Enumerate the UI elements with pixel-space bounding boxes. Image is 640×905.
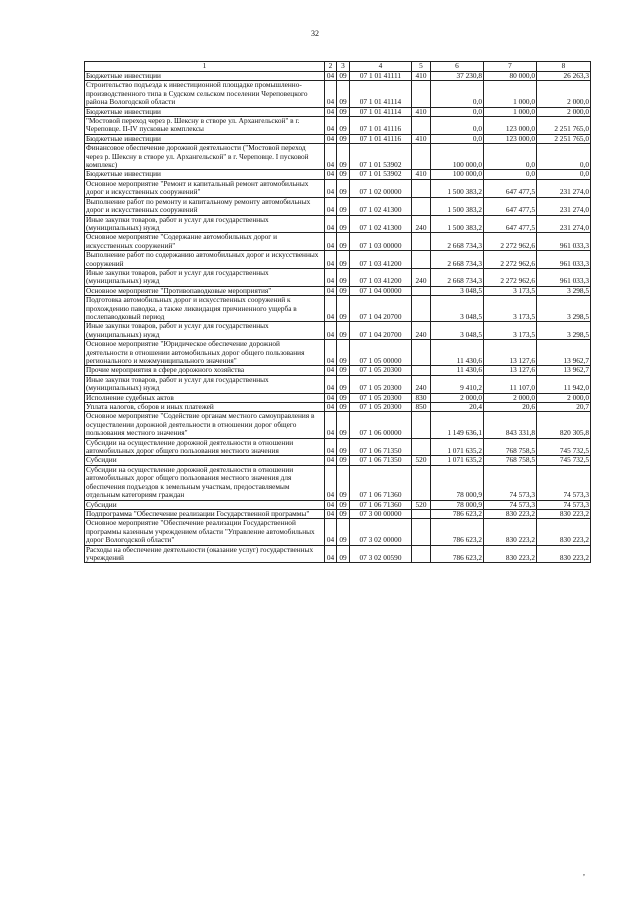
- table-row: [85, 465, 591, 500]
- table-row: [85, 286, 591, 295]
- section-code-cell: 04: [325, 179, 337, 197]
- amount-col8-cell: 26 263,3: [537, 72, 591, 81]
- amount-col6-cell: 1 149 636,1: [431, 412, 484, 438]
- expense-type-cell: 520: [412, 500, 431, 509]
- expense-type-cell: [412, 340, 431, 366]
- subsection-code-cell: 09: [337, 375, 350, 393]
- target-article-cell: 07 1 02 41300: [350, 215, 412, 233]
- target-article-cell: 07 1 04 20700: [350, 296, 412, 322]
- target-article-cell: 07 1 01 41114: [350, 81, 412, 107]
- subsection-code-cell: 09: [337, 366, 350, 375]
- table-row: [85, 500, 591, 509]
- amount-col6-cell: 3 048,5: [431, 322, 484, 340]
- expense-type-cell: [412, 296, 431, 322]
- amount-col6-cell: 78 000,9: [431, 500, 484, 509]
- section-code-cell: 04: [325, 509, 337, 518]
- subsection-code-cell: 09: [337, 438, 350, 456]
- section-code-cell: 04: [325, 456, 337, 465]
- header-cell: 1: [85, 62, 325, 72]
- target-article-cell: 07 1 04 00000: [350, 286, 412, 295]
- subsection-code-cell: 09: [337, 81, 350, 107]
- row-name-cell: Бюджетные инвестиции: [85, 72, 325, 81]
- amount-col6-cell: 3 048,5: [431, 286, 484, 295]
- expense-type-cell: [412, 179, 431, 197]
- target-article-cell: 07 1 05 20300: [350, 393, 412, 402]
- amount-col8-cell: 2 000,0: [537, 107, 591, 116]
- target-article-cell: 07 1 01 41111: [350, 72, 412, 81]
- section-code-cell: 04: [325, 144, 337, 170]
- amount-col6-cell: 2 668 734,3: [431, 233, 484, 251]
- row-name-cell: Основное мероприятие "Юридическое обеспечение дорожной деятельности в отношении автомобильных дорог общего пользования регионального и межмуниципального значения": [85, 340, 325, 366]
- amount-col8-cell: 961 033,3: [537, 251, 591, 269]
- row-name-cell: Субсидии на осуществление дорожной деятельности в отношении автомобильных дорог общего пользования местного значения: [85, 438, 325, 456]
- table-row: [85, 170, 591, 179]
- target-article-cell: 07 1 04 20700: [350, 322, 412, 340]
- amount-col7-cell: 123 000,0: [484, 134, 537, 143]
- amount-col6-cell: 20,4: [431, 403, 484, 412]
- table-row: [85, 340, 591, 366]
- section-code-cell: 04: [325, 268, 337, 286]
- amount-col8-cell: 3 298,5: [537, 322, 591, 340]
- subsection-code-cell: 09: [337, 117, 350, 135]
- amount-col6-cell: 11 430,6: [431, 366, 484, 375]
- section-code-cell: 04: [325, 393, 337, 402]
- target-article-cell: 07 1 05 00000: [350, 340, 412, 366]
- expense-type-cell: 240: [412, 215, 431, 233]
- target-article-cell: 07 1 03 41200: [350, 268, 412, 286]
- amount-col7-cell: 2 000,0: [484, 393, 537, 402]
- subsection-code-cell: 09: [337, 268, 350, 286]
- amount-col6-cell: 1 071 635,2: [431, 438, 484, 456]
- amount-col7-cell: 647 477,5: [484, 215, 537, 233]
- table-row: [85, 107, 591, 116]
- amount-col8-cell: 2 000,0: [537, 81, 591, 107]
- row-name-cell: Основное мероприятие "Ремонт и капитальный ремонт автомобильных дорог и искусственных сооружений": [85, 179, 325, 197]
- table-row: [85, 144, 591, 170]
- row-name-cell: Финансовое обеспечение дорожной деятельности ("Мостовой переход через р. Шексну в створе ул. Архангельской" в г. Череповце. I пусковой комплекс): [85, 144, 325, 170]
- target-article-cell: 07 1 05 20300: [350, 366, 412, 375]
- amount-col6-cell: 1 500 383,2: [431, 215, 484, 233]
- amount-col6-cell: 0,0: [431, 107, 484, 116]
- amount-col7-cell: 11 107,0: [484, 375, 537, 393]
- amount-col8-cell: 745 732,5: [537, 456, 591, 465]
- table-body: [85, 72, 591, 563]
- target-article-cell: 07 1 01 53902: [350, 170, 412, 179]
- expense-type-cell: 240: [412, 322, 431, 340]
- section-code-cell: 04: [325, 215, 337, 233]
- table-row: [85, 403, 591, 412]
- subsection-code-cell: 09: [337, 107, 350, 116]
- amount-col7-cell: 0,0: [484, 170, 537, 179]
- target-article-cell: 07 1 03 00000: [350, 233, 412, 251]
- section-code-cell: 04: [325, 197, 337, 215]
- amount-col7-cell: 768 758,5: [484, 438, 537, 456]
- row-name-cell: Исполнение судебных актов: [85, 393, 325, 402]
- budget-table: [84, 61, 591, 563]
- target-article-cell: 07 1 06 71360: [350, 500, 412, 509]
- expense-type-cell: 410: [412, 72, 431, 81]
- subsection-code-cell: 09: [337, 500, 350, 509]
- target-article-cell: 07 3 02 00000: [350, 519, 412, 545]
- expense-type-cell: 240: [412, 375, 431, 393]
- subsection-code-cell: 09: [337, 197, 350, 215]
- row-name-cell: Прочие мероприятия в сфере дорожного хозяйства: [85, 366, 325, 375]
- amount-col6-cell: 1 500 383,2: [431, 179, 484, 197]
- section-code-cell: 04: [325, 170, 337, 179]
- table-row: [85, 215, 591, 233]
- target-article-cell: 07 1 06 71350: [350, 438, 412, 456]
- amount-col6-cell: 0,0: [431, 81, 484, 107]
- amount-col7-cell: 830 223,2: [484, 545, 537, 563]
- expense-type-cell: [412, 366, 431, 375]
- row-name-cell: Подготовка автомобильных дорог и искусственных сооружений к прохождению паводка, а также ликвидация причиненного ущерба в послепаводковый период: [85, 296, 325, 322]
- amount-col8-cell: 231 274,0: [537, 215, 591, 233]
- table-row: [85, 268, 591, 286]
- expense-type-cell: 410: [412, 170, 431, 179]
- section-code-cell: 04: [325, 251, 337, 269]
- table-header-row: [85, 62, 591, 72]
- section-code-cell: 04: [325, 465, 337, 500]
- target-article-cell: 07 3 00 00000: [350, 509, 412, 518]
- page-number: 32: [311, 29, 319, 38]
- amount-col8-cell: 0,0: [537, 170, 591, 179]
- amount-col7-cell: 843 331,8: [484, 412, 537, 438]
- subsection-code-cell: 09: [337, 519, 350, 545]
- target-article-cell: 07 1 06 71360: [350, 465, 412, 500]
- amount-col8-cell: 13 962,7: [537, 366, 591, 375]
- amount-col8-cell: 830 223,2: [537, 519, 591, 545]
- table-row: [85, 197, 591, 215]
- amount-col8-cell: 745 732,5: [537, 438, 591, 456]
- row-name-cell: Расходы на обеспечение деятельности (оказание услуг) государственных учреждений: [85, 545, 325, 563]
- row-name-cell: Иные закупки товаров, работ и услуг для государственных (муниципальных) нужд: [85, 322, 325, 340]
- amount-col7-cell: 2 272 962,6: [484, 233, 537, 251]
- amount-col7-cell: 2 272 962,6: [484, 268, 537, 286]
- amount-col7-cell: 74 573,3: [484, 465, 537, 500]
- row-name-cell: Строительство подъезда к инвестиционной площадке промышленно-производственного типа в Судском сельском поселении Череповецкого района Вологодской области: [85, 81, 325, 107]
- section-code-cell: 04: [325, 286, 337, 295]
- subsection-code-cell: 09: [337, 322, 350, 340]
- expense-type-cell: [412, 465, 431, 500]
- amount-col6-cell: 100 000,0: [431, 144, 484, 170]
- amount-col8-cell: 231 274,0: [537, 179, 591, 197]
- amount-col8-cell: 3 298,5: [537, 286, 591, 295]
- target-article-cell: 07 1 02 41300: [350, 197, 412, 215]
- row-name-cell: Выполнение работ по ремонту и капитальному ремонту автомобильных дорог и искусственных сооружений: [85, 197, 325, 215]
- row-name-cell: Основное мероприятие "Противопаводковые мероприятия": [85, 286, 325, 295]
- amount-col8-cell: 231 274,0: [537, 197, 591, 215]
- target-article-cell: 07 1 05 20300: [350, 403, 412, 412]
- table-row: [85, 179, 591, 197]
- amount-col7-cell: 13 127,6: [484, 366, 537, 375]
- expense-type-cell: [412, 251, 431, 269]
- expense-type-cell: [412, 438, 431, 456]
- header-cell: 3: [337, 62, 350, 72]
- amount-col6-cell: 2 668 734,3: [431, 251, 484, 269]
- amount-col7-cell: 20,6: [484, 403, 537, 412]
- table-row: [85, 72, 591, 81]
- subsection-code-cell: 09: [337, 393, 350, 402]
- table-row: [85, 322, 591, 340]
- amount-col7-cell: 647 477,5: [484, 197, 537, 215]
- target-article-cell: 07 3 02 00590: [350, 545, 412, 563]
- amount-col7-cell: 830 223,2: [484, 519, 537, 545]
- header-cell: 5: [412, 62, 431, 72]
- expense-type-cell: 410: [412, 107, 431, 116]
- expense-type-cell: [412, 117, 431, 135]
- table-row: [85, 81, 591, 107]
- subsection-code-cell: 09: [337, 233, 350, 251]
- target-article-cell: 07 1 06 71350: [350, 456, 412, 465]
- table-row: [85, 366, 591, 375]
- row-name-cell: Бюджетные инвестиции: [85, 134, 325, 143]
- amount-col6-cell: 1 500 383,2: [431, 197, 484, 215]
- section-code-cell: 04: [325, 81, 337, 107]
- header-cell: 4: [350, 62, 412, 72]
- section-code-cell: 04: [325, 233, 337, 251]
- amount-col8-cell: 74 573,3: [537, 500, 591, 509]
- target-article-cell: 07 1 05 20300: [350, 375, 412, 393]
- subsection-code-cell: 09: [337, 286, 350, 295]
- amount-col7-cell: 3 173,5: [484, 286, 537, 295]
- subsection-code-cell: 09: [337, 296, 350, 322]
- subsection-code-cell: 09: [337, 170, 350, 179]
- amount-col6-cell: 0,0: [431, 117, 484, 135]
- header-cell: 6: [431, 62, 484, 72]
- expense-type-cell: [412, 412, 431, 438]
- expense-type-cell: [412, 509, 431, 518]
- amount-col8-cell: 830 223,2: [537, 545, 591, 563]
- row-name-cell: Основное мероприятие "Обеспечение реализации Государственной программы казенным учреждением области "Управление автомобильных дорог Вологодской области": [85, 519, 325, 545]
- row-name-cell: Иные закупки товаров, работ и услуг для государственных (муниципальных) нужд: [85, 375, 325, 393]
- amount-col6-cell: 11 430,6: [431, 340, 484, 366]
- row-name-cell: Уплата налогов, сборов и иных платежей: [85, 403, 325, 412]
- header-cell: 8: [537, 62, 591, 72]
- amount-col6-cell: 78 000,9: [431, 465, 484, 500]
- amount-col7-cell: 3 173,5: [484, 322, 537, 340]
- amount-col6-cell: 786 623,2: [431, 519, 484, 545]
- expense-type-cell: [412, 144, 431, 170]
- table-row: [85, 545, 591, 563]
- section-code-cell: 04: [325, 375, 337, 393]
- subsection-code-cell: 09: [337, 509, 350, 518]
- table-row: [85, 509, 591, 518]
- header-cell: 7: [484, 62, 537, 72]
- expense-type-cell: [412, 545, 431, 563]
- section-code-cell: 04: [325, 500, 337, 509]
- row-name-cell: Выполнение работ по содержанию автомобильных дорог и искусственных сооружений: [85, 251, 325, 269]
- target-article-cell: 07 1 01 41116: [350, 117, 412, 135]
- table-row: [85, 519, 591, 545]
- amount-col7-cell: 768 758,5: [484, 456, 537, 465]
- table-row: [85, 393, 591, 402]
- target-article-cell: 07 1 02 00000: [350, 179, 412, 197]
- section-code-cell: 04: [325, 545, 337, 563]
- table-row: [85, 233, 591, 251]
- amount-col8-cell: 830 223,2: [537, 509, 591, 518]
- section-code-cell: 04: [325, 296, 337, 322]
- target-article-cell: 07 1 06 00000: [350, 412, 412, 438]
- expense-type-cell: 830: [412, 393, 431, 402]
- row-name-cell: Субсидии: [85, 456, 325, 465]
- scan-mark: ,: [583, 868, 585, 877]
- row-name-cell: Основное мероприятие "Содействие органам местного самоуправления в осуществлении дорожной деятельности в отношении дорог общего пользования местного значения": [85, 412, 325, 438]
- subsection-code-cell: 09: [337, 456, 350, 465]
- row-name-cell: Субсидии: [85, 500, 325, 509]
- expense-type-cell: [412, 233, 431, 251]
- amount-col6-cell: 2 000,0: [431, 393, 484, 402]
- amount-col7-cell: 1 000,0: [484, 81, 537, 107]
- amount-col6-cell: 2 668 734,3: [431, 268, 484, 286]
- amount-col6-cell: 0,0: [431, 134, 484, 143]
- section-code-cell: 04: [325, 322, 337, 340]
- amount-col6-cell: 37 230,8: [431, 72, 484, 81]
- section-code-cell: 04: [325, 117, 337, 135]
- table-row: [85, 412, 591, 438]
- section-code-cell: 04: [325, 107, 337, 116]
- row-name-cell: Основное мероприятие "Содержание автомобильных дорог и искусственных сооружений": [85, 233, 325, 251]
- subsection-code-cell: 09: [337, 144, 350, 170]
- amount-col8-cell: 961 033,3: [537, 233, 591, 251]
- section-code-cell: 04: [325, 412, 337, 438]
- subsection-code-cell: 09: [337, 251, 350, 269]
- amount-col7-cell: 830 223,2: [484, 509, 537, 518]
- row-name-cell: Иные закупки товаров, работ и услуг для государственных (муниципальных) нужд: [85, 215, 325, 233]
- subsection-code-cell: 09: [337, 545, 350, 563]
- expense-type-cell: 240: [412, 268, 431, 286]
- subsection-code-cell: 09: [337, 465, 350, 500]
- expense-type-cell: 850: [412, 403, 431, 412]
- header-cell: 2: [325, 62, 337, 72]
- row-name-cell: Бюджетные инвестиции: [85, 170, 325, 179]
- subsection-code-cell: 09: [337, 412, 350, 438]
- subsection-code-cell: 09: [337, 340, 350, 366]
- amount-col7-cell: 647 477,5: [484, 179, 537, 197]
- amount-col7-cell: 80 000,0: [484, 72, 537, 81]
- section-code-cell: 04: [325, 438, 337, 456]
- expense-type-cell: 520: [412, 456, 431, 465]
- row-name-cell: Иные закупки товаров, работ и услуг для государственных (муниципальных) нужд: [85, 268, 325, 286]
- amount-col8-cell: 2 000,0: [537, 393, 591, 402]
- subsection-code-cell: 09: [337, 72, 350, 81]
- amount-col8-cell: 11 942,0: [537, 375, 591, 393]
- expense-type-cell: [412, 286, 431, 295]
- expense-type-cell: [412, 81, 431, 107]
- amount-col7-cell: 1 000,0: [484, 107, 537, 116]
- amount-col7-cell: 123 000,0: [484, 117, 537, 135]
- expense-type-cell: 410: [412, 134, 431, 143]
- amount-col6-cell: 3 048,5: [431, 296, 484, 322]
- section-code-cell: 04: [325, 366, 337, 375]
- section-code-cell: 04: [325, 134, 337, 143]
- table-row: [85, 251, 591, 269]
- amount-col6-cell: 100 000,0: [431, 170, 484, 179]
- section-code-cell: 04: [325, 72, 337, 81]
- amount-col7-cell: 74 573,3: [484, 500, 537, 509]
- subsection-code-cell: 09: [337, 215, 350, 233]
- table-row: [85, 456, 591, 465]
- target-article-cell: 07 1 01 53902: [350, 144, 412, 170]
- subsection-code-cell: 09: [337, 403, 350, 412]
- subsection-code-cell: 09: [337, 179, 350, 197]
- row-name-cell: Бюджетные инвестиции: [85, 107, 325, 116]
- amount-col7-cell: 2 272 962,6: [484, 251, 537, 269]
- amount-col8-cell: 2 251 765,0: [537, 134, 591, 143]
- amount-col6-cell: 786 623,2: [431, 545, 484, 563]
- amount-col7-cell: 13 127,6: [484, 340, 537, 366]
- row-name-cell: "Мостовой переход через р. Шексну в створе ул. Архангельской" в г. Череповце. II-IV пусковые комплексы: [85, 117, 325, 135]
- table-row: [85, 134, 591, 143]
- subsection-code-cell: 09: [337, 134, 350, 143]
- amount-col8-cell: 74 573,3: [537, 465, 591, 500]
- amount-col8-cell: 20,7: [537, 403, 591, 412]
- row-name-cell: Субсидии на осуществление дорожной деятельности в отношении автомобильных дорог общего пользования местного значения для обеспечения подъездов к земельным участкам, предоставляемым отдельным категориям граждан: [85, 465, 325, 500]
- amount-col7-cell: 0,0: [484, 144, 537, 170]
- row-name-cell: Подпрограмма "Обеспечение реализации Государственной программы": [85, 509, 325, 518]
- table-row: [85, 117, 591, 135]
- amount-col8-cell: 3 298,5: [537, 296, 591, 322]
- amount-col6-cell: 1 071 635,2: [431, 456, 484, 465]
- expense-type-cell: [412, 197, 431, 215]
- amount-col6-cell: 9 410,2: [431, 375, 484, 393]
- amount-col8-cell: 820 305,8: [537, 412, 591, 438]
- table-row: [85, 296, 591, 322]
- target-article-cell: 07 1 03 41200: [350, 251, 412, 269]
- amount-col6-cell: 786 623,2: [431, 509, 484, 518]
- target-article-cell: 07 1 01 41114: [350, 107, 412, 116]
- expense-type-cell: [412, 519, 431, 545]
- amount-col8-cell: 961 033,3: [537, 268, 591, 286]
- section-code-cell: 04: [325, 519, 337, 545]
- section-code-cell: 04: [325, 403, 337, 412]
- table-row: [85, 375, 591, 393]
- table-row: [85, 438, 591, 456]
- amount-col7-cell: 3 173,5: [484, 296, 537, 322]
- amount-col8-cell: 13 962,7: [537, 340, 591, 366]
- amount-col8-cell: 0,0: [537, 144, 591, 170]
- amount-col8-cell: 2 251 765,0: [537, 117, 591, 135]
- target-article-cell: 07 1 01 41116: [350, 134, 412, 143]
- section-code-cell: 04: [325, 340, 337, 366]
